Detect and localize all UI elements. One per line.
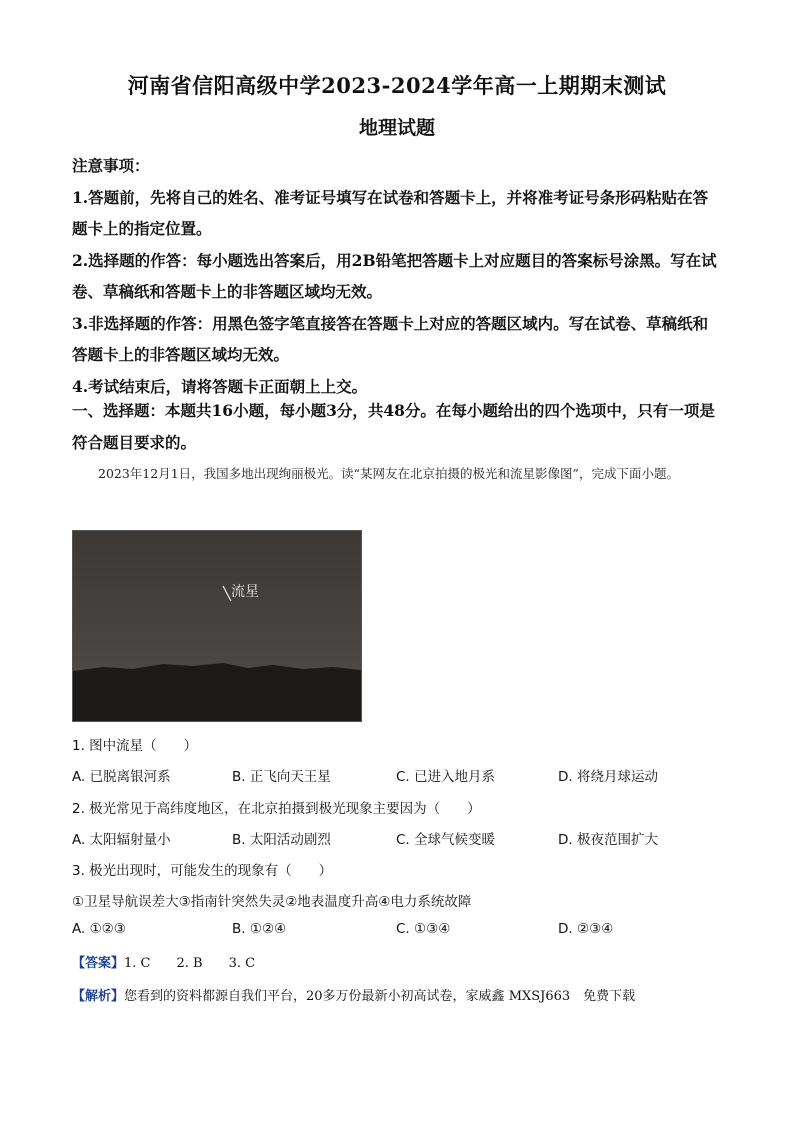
notes-block	[72, 150, 722, 402]
option-c[interactable]: C. 已进入地月系	[396, 769, 496, 785]
analysis-tag: 【解析】	[72, 989, 125, 1004]
option-d[interactable]: D. 极夜范围扩大	[558, 832, 658, 848]
option-b[interactable]: B. 正飞向天王星	[232, 769, 331, 785]
question-2-stem: 2. 极光常见于高纬度地区，在北京拍摄到极光现象主要因为（ ）	[72, 801, 481, 817]
mountain-silhouette	[73, 663, 361, 721]
option-a[interactable]: A. 太阳辐射量小	[72, 832, 171, 848]
question-3-stem: 3. 极光出现时，可能发生的现象有（ ）	[72, 863, 333, 879]
answer-tag: 【答案】	[72, 956, 125, 971]
option-d[interactable]: D. ②③④	[558, 921, 614, 937]
option-c[interactable]: C. ①③④	[396, 921, 451, 937]
note-item: 3.非选择题的作答：用黑色签字笔直接答在答题卡上对应的答题区域内。写在试卷、草稿纸和答题卡上的非答题区域均无效。	[72, 313, 709, 364]
analysis-text: 您看到的资料都源自我们平台，20多万份最新小初高试卷，家威鑫 MXSJ663 免费下载	[124, 989, 636, 1004]
exam-title: 河南省信阳高级中学2023-2024学年高一上期期末测试	[127, 73, 667, 98]
question-3-statements: ①卫星导航误差大③指南针突然失灵②地表温度升高④电力系统故障	[72, 894, 472, 910]
analysis-line	[72, 985, 732, 1004]
note-item: 2.选择题的作答：每小题选出答案后，用2B铅笔把答题卡上对应题目的答案标号涂黑。写在试卷、草稿纸和答题卡上的非答题区域均无效。	[72, 250, 717, 301]
option-d[interactable]: D. 将绕月球运动	[558, 769, 658, 785]
note-item: 4.考试结束后，请将答题卡正面朝上上交。	[72, 376, 368, 396]
aurora-meteor-photo	[72, 530, 362, 722]
option-a[interactable]: A. ①②③	[72, 921, 126, 937]
meteor-label: 流星	[231, 584, 259, 600]
section-heading: 一、选择题：本题共16小题，每小题3分，共48分。在每小题给出的四个选项中，只有一项是符合题目要求的。	[72, 401, 715, 452]
answer-line	[72, 952, 255, 971]
option-c[interactable]: C. 全球气候变暖	[396, 832, 496, 848]
option-a[interactable]: A. 已脱离银河系	[72, 769, 171, 785]
notes-heading: 注意事项：	[72, 156, 150, 175]
option-b[interactable]: B. 太阳活动剧烈	[232, 832, 331, 848]
answer-text: 1. C 2. B 3. C	[124, 956, 256, 971]
question-1-stem: 1. 图中流星（ ）	[72, 738, 198, 754]
question-intro: 2023年12月1日，我国多地出现绚丽极光。读“某网友在北京拍摄的极光和流星影像图”，完成下面小题。	[98, 466, 679, 481]
option-b[interactable]: B. ①②④	[232, 921, 287, 937]
note-item: 1.答题前，先将自己的姓名、准考证号填写在试卷和答题卡上，并将准考证号条形码粘贴在答题卡上的指定位置。	[72, 187, 709, 238]
exam-subject: 地理试题	[358, 117, 435, 139]
photo-scene	[73, 531, 361, 721]
